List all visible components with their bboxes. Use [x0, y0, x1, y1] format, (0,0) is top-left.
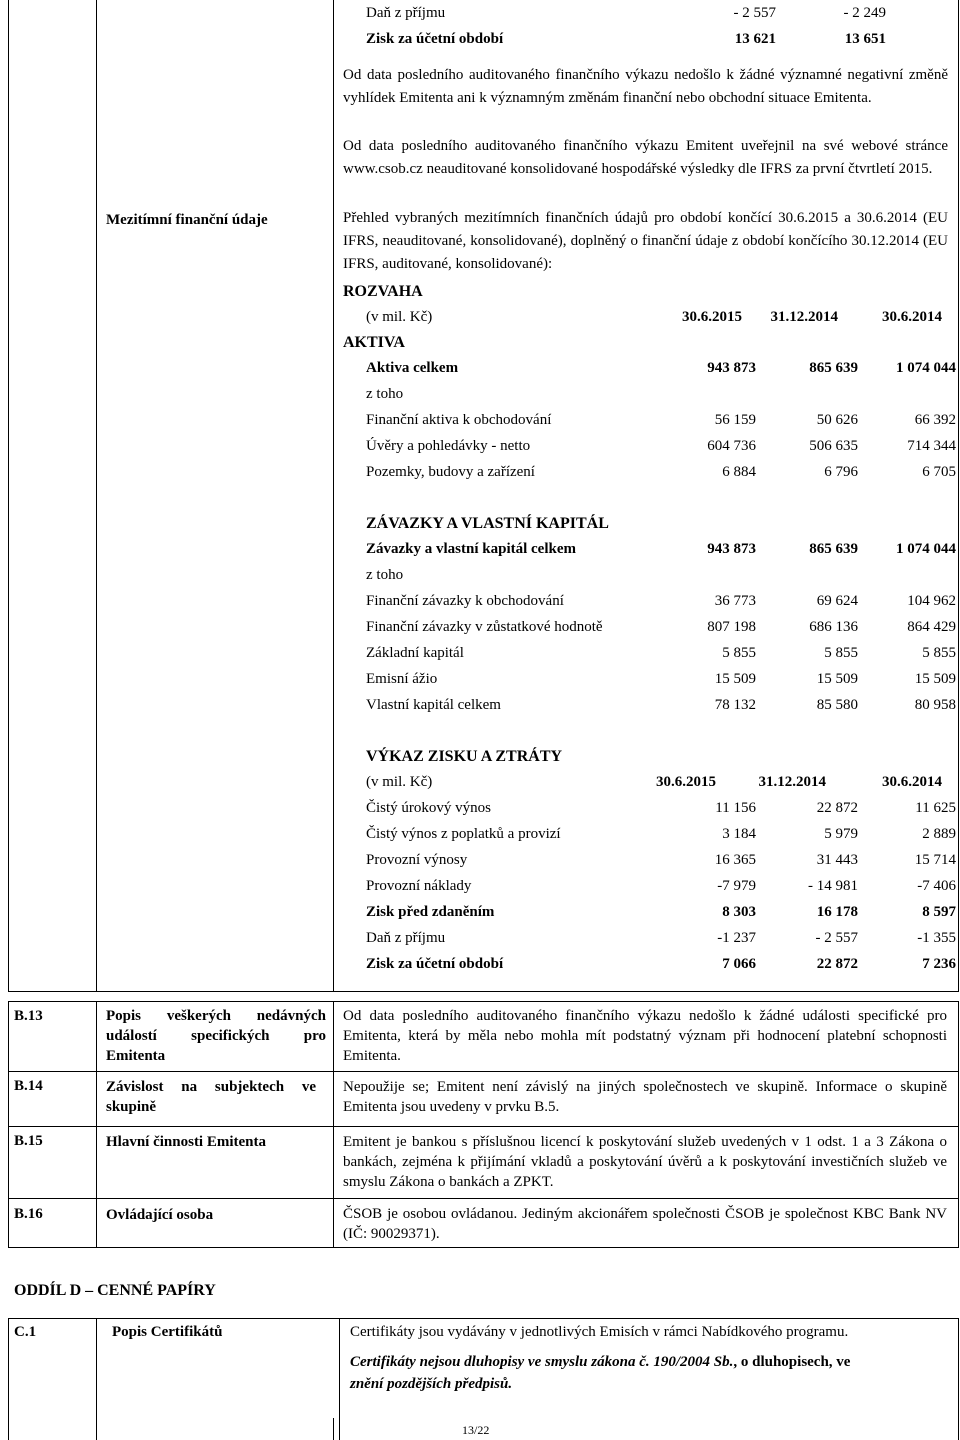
value: 686 136: [809, 619, 858, 635]
border: [8, 1001, 9, 1248]
pasiva-heading: ZÁVAZKY A VLASTNÍ KAPITÁL: [366, 515, 609, 532]
row-label: Finanční závazky k obchodování: [366, 593, 564, 609]
row-label: Zisk za účetní období: [366, 956, 504, 972]
value: 5 855: [722, 645, 756, 661]
value: -7 979: [717, 878, 756, 894]
column-header: 30.6.2015: [656, 774, 716, 790]
section-title: Ovládající osoba: [106, 1207, 214, 1223]
section-text: Nepoužije se; Emitent není závislý na jiných společnostech ve skupině. Informace o skupině Emitenta jsou uvedeny v prvku B.5.: [343, 1079, 947, 1115]
column-header: 30.6.2015: [682, 309, 742, 325]
value: 11 156: [715, 800, 756, 816]
value: 66 392: [914, 412, 956, 428]
value: 16 178: [816, 904, 858, 920]
section-code: B.13: [14, 1008, 43, 1024]
c1-text: Certifikáty jsou vydávány v jednotlivých Emisích v rámci Nabídkového programu.: [350, 1324, 849, 1340]
border: [958, 1318, 959, 1440]
value: 31 443: [816, 852, 858, 868]
value: -1 237: [717, 930, 756, 946]
value: 104 962: [907, 593, 956, 609]
value: -7 406: [917, 878, 956, 894]
section-text: Emitent je bankou s příslušnou licencí k poskytování služeb uvedených v 1 odst. 1 a 3 Zákona o bankách, zejména k přijímání vkladů a poskytování úvěrů a k poskytování investičních služeb ve smyslu Zákona o bankách a ZPKT.: [343, 1134, 947, 1190]
row-label: Daň z příjmu: [366, 930, 446, 946]
value: 85 580: [816, 697, 858, 713]
row-label: Pozemky, budovy a zařízení: [366, 464, 535, 480]
c1-mid-part: , o dluhopisech, ve: [733, 1354, 851, 1370]
value: 69 624: [816, 593, 858, 609]
paragraph: Od data posledního auditovaného finančního výkazu Emitent uveřejnil na své webové stránce www.csob.cz neauditované konsolidované hospodářské výsledky dle IFRS za první čtvrtletí 2015.: [343, 138, 948, 177]
vykaz-title: VÝKAZ ZISKU A ZTRÁTY: [366, 748, 563, 765]
row-label: Emisní ážio: [366, 671, 438, 687]
border: [958, 0, 959, 992]
row-label: Provozní náklady: [366, 878, 472, 894]
value: 56 159: [714, 412, 756, 428]
value: - 2 557: [815, 930, 858, 946]
section-code: B.14: [14, 1078, 43, 1094]
row-label: Finanční aktiva k obchodování: [366, 412, 552, 428]
value: 6 884: [722, 464, 756, 480]
page-number: 13/22: [462, 1423, 490, 1437]
value: 15 509: [816, 671, 858, 687]
value: 7 236: [922, 956, 956, 972]
value: 506 635: [809, 438, 858, 454]
value: 22 872: [816, 956, 858, 972]
value: 16 365: [714, 852, 756, 868]
section-title: Závislost na subjektech ve skupině: [106, 1079, 316, 1115]
border: [8, 0, 9, 992]
row-label: Úvěry a pohledávky - netto: [366, 438, 531, 454]
border: [96, 1318, 97, 1440]
value: 2 889: [922, 826, 956, 842]
value: 6 796: [824, 464, 858, 480]
section-title: Hlavní činnosti Emitenta: [106, 1134, 267, 1150]
value: 15 509: [914, 671, 956, 687]
value: 714 344: [907, 438, 956, 454]
row-label: Čistý úrokový výnos: [366, 800, 492, 816]
section-code: B.16: [14, 1206, 43, 1222]
c1-italic-part: Certifikáty nejsou dluhopisy ve smyslu zákona č. 190/2004 Sb.: [350, 1354, 734, 1370]
row-label: Vlastní kapitál celkem: [366, 697, 501, 713]
section-label: Mezitímní finanční údaje: [106, 212, 268, 228]
border: [96, 1001, 97, 1248]
paragraph: Od data posledního auditovaného finančního výkazu nedošlo k žádné významné negativní změně vyhlídek Emitenta ani k významným změnám finanční nebo obchodní situace Emitenta.: [343, 67, 948, 106]
rozvaha-title: ROZVAHA: [343, 283, 423, 300]
section-heading: ODDÍL D – CENNÉ PAPÍRY: [14, 1282, 216, 1299]
value: 78 132: [714, 697, 756, 713]
footer-line: [333, 1418, 334, 1440]
value: 865 639: [809, 541, 858, 557]
section-text: Od data posledního auditovaného finančního výkazu nedošlo k žádné události specifické pro Emitenta, která by měla nebo mohla mít podstatný význam při hodnocení platební schopnosti Emitenta.: [343, 1008, 947, 1064]
row-label: Čistý výnos z poplatků a provizí: [366, 826, 561, 842]
c1-text-italic: [350, 1353, 850, 1373]
value: 36 773: [714, 593, 756, 609]
row-label: Provozní výnosy: [366, 852, 468, 868]
value: 865 639: [809, 360, 858, 376]
column-header: 30.6.2014: [882, 309, 942, 325]
value: - 14 981: [808, 878, 858, 894]
border: [339, 1318, 340, 1440]
value: 943 873: [707, 541, 756, 557]
value: 1 074 044: [896, 360, 956, 376]
value: 5 855: [922, 645, 956, 661]
value: 7 066: [722, 956, 756, 972]
value: 13 621: [734, 31, 776, 47]
row-label: Zisk za účetní období: [366, 31, 504, 47]
row-label: Daň z příjmu: [366, 5, 446, 21]
border: [96, 0, 97, 992]
section-code: C.1: [14, 1324, 37, 1340]
value: 15 509: [714, 671, 756, 687]
border: [8, 1071, 959, 1072]
row-label: Aktiva celkem: [366, 360, 459, 376]
section-title: Popis Certifikátů: [112, 1324, 223, 1340]
value: 864 429: [907, 619, 956, 635]
value: - 2 249: [843, 5, 886, 21]
value: 8 303: [722, 904, 756, 920]
value: 5 979: [824, 826, 858, 842]
border: [8, 1198, 959, 1199]
value: 11 625: [915, 800, 956, 816]
row-label: z toho: [366, 567, 404, 583]
column-header: 31.12.2014: [758, 774, 826, 790]
aktiva-heading: AKTIVA: [343, 334, 405, 351]
value: 807 198: [707, 619, 756, 635]
unit-label: (v mil. Kč): [366, 309, 433, 325]
row-label: Závazky a vlastní kapitál celkem: [366, 541, 577, 557]
column-header: 31.12.2014: [770, 309, 838, 325]
unit-label: (v mil. Kč): [366, 774, 433, 790]
row-label: Finanční závazky v zůstatkové hodnotě: [366, 619, 603, 635]
c1-italic-end: znění pozdějších předpisů.: [350, 1376, 513, 1392]
border: [333, 0, 334, 992]
value: 13 651: [844, 31, 886, 47]
value: 604 736: [707, 438, 756, 454]
section-title: Popis veškerých nedávných událostí specifických pro Emitenta: [106, 1008, 326, 1064]
value: 80 958: [914, 697, 956, 713]
border: [8, 1126, 959, 1127]
value: 6 705: [922, 464, 956, 480]
value: -1 355: [917, 930, 956, 946]
border: [8, 1001, 959, 1002]
value: 22 872: [816, 800, 858, 816]
value: 5 855: [824, 645, 858, 661]
border: [333, 1001, 334, 1248]
section-code: B.15: [14, 1133, 43, 1149]
value: 8 597: [922, 904, 956, 920]
border: [8, 1318, 959, 1319]
row-label: Základní kapitál: [366, 645, 464, 661]
section-text: ČSOB je osobou ovládanou. Jediným akcionářem společnosti ČSOB je společnost KBC Bank NV (IČ: 90029371).: [343, 1206, 947, 1242]
border: [8, 1318, 9, 1440]
value: 1 074 044: [896, 541, 956, 557]
border: [8, 991, 959, 992]
column-header: 30.6.2014: [882, 774, 942, 790]
row-label: Zisk před zdaněním: [366, 904, 495, 920]
border: [8, 1247, 959, 1248]
value: - 2 557: [733, 5, 776, 21]
row-label: z toho: [366, 386, 404, 402]
paragraph: Přehled vybraných mezitímních finančních údajů pro období končící 30.6.2015 a 30.6.2014 (EU IFRS, neauditované, konsolidované), doplněný o finanční údaje z období končícího 30.12.2014 (EU IFRS, auditované, konsolidované):: [343, 210, 948, 272]
value: 943 873: [707, 360, 756, 376]
value: 3 184: [722, 826, 756, 842]
value: 50 626: [816, 412, 858, 428]
border: [958, 1001, 959, 1248]
value: 15 714: [914, 852, 956, 868]
